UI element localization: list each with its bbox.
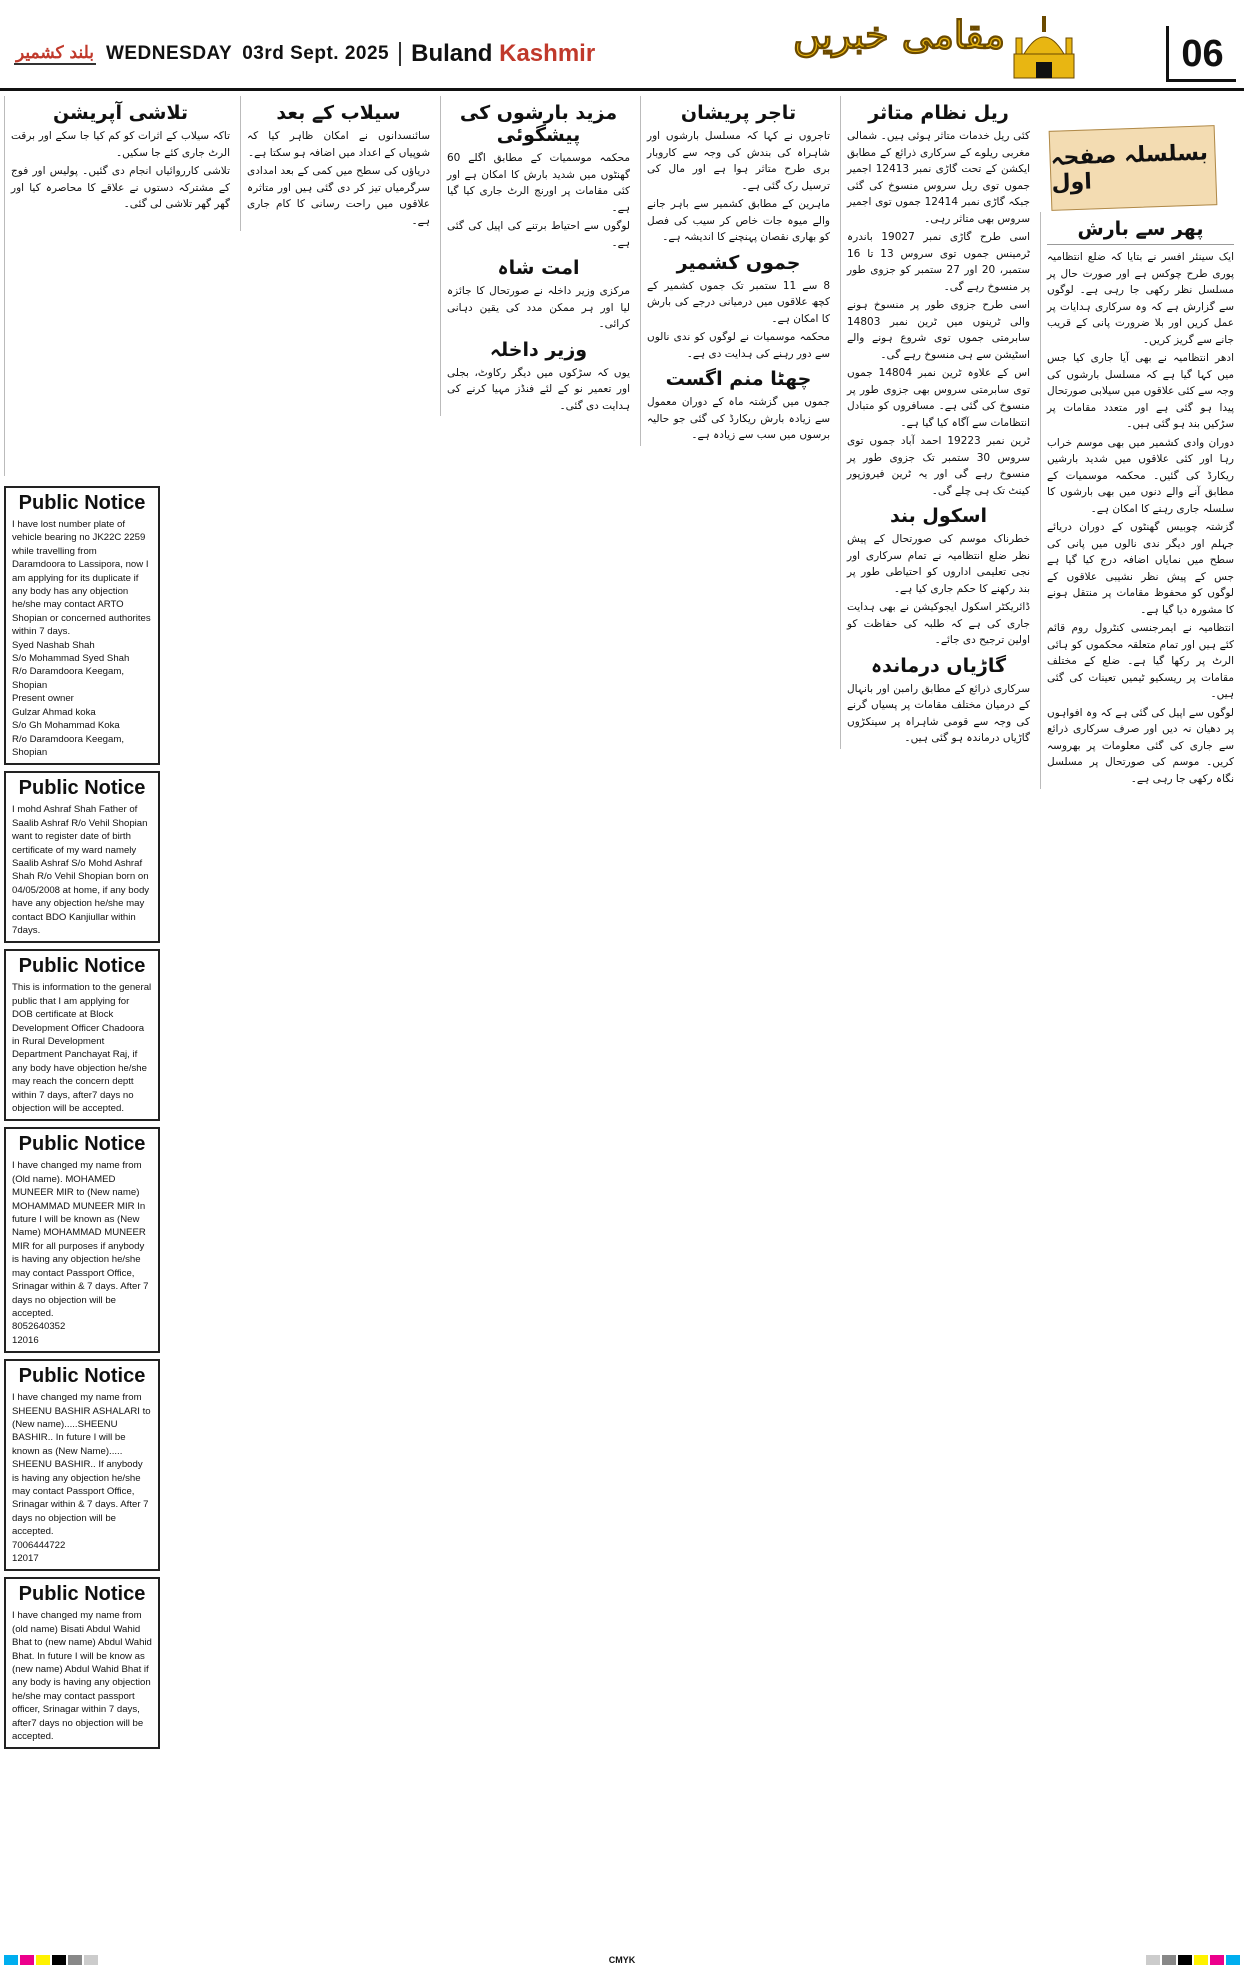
article-column-3 — [640, 96, 836, 446]
swatch — [68, 1955, 82, 1965]
notice-body — [12, 518, 152, 759]
paragraph: ٹرین نمبر 19223 احمد آباد جموں توی سروس 30 ستمبر تک جزوی طور پر منسوخ رہے گی اور یہ ٹرین فیروزپور کینٹ تک ہی چلے گی۔ — [847, 435, 1030, 497]
swatch — [52, 1955, 66, 1965]
color-swatches-right — [1146, 1955, 1240, 1965]
notice-line: 8052640352 — [12, 1321, 66, 1333]
paragraph: یوں کہ سڑکوں میں دیگر رکاوٹ، بجلی اور تعمیر نو کے لئے فنڈز مہیا کرنے کی ہدایت دی گئی۔ — [447, 366, 630, 412]
notice-body — [12, 981, 152, 1115]
paragraph: ڈائریکٹر اسکول ایجوکیشن نے بھی ہدایت جاری کی ہے کہ طلبہ کی حفاظت کو اولین ترجیح دی جائے۔ — [847, 601, 1030, 646]
notice-line: R/o Daramdoora Keegam, Shopian — [12, 666, 124, 691]
swatch — [1194, 1955, 1208, 1965]
paragraph: کئی ریل خدمات متاثر ہوئی ہیں۔ شمالی مغربی ریلوے کے سرکاری ذرائع کے مطابق ایکشن کے تحت گاڑی نمبر 12413 اجمیر جموں توی ریل سروس منسوخ کی گئی جبکہ گاڑی نمبر 12414 جموں توی اجمیر سروس بھی متاثر رہی۔ — [847, 130, 1030, 225]
notice-line: I have changed my name from SHEENU BASHIR ASHALARI to (New name).....SHEENU BASHIR.. In future I will be known as (New Name)..... SHEENU BASHIR.. If anybody is having any objection he/she may contact Passport Office, Srinagar within & 7 days. After 7 days no objection will be accepted. — [12, 1392, 151, 1538]
article-body — [447, 365, 630, 415]
article-headline: تاجر پریشان — [680, 102, 797, 124]
paragraph: مرکزی وزیر داخلہ نے صورتحال کا جائزہ لیا اور ہر ممکن مدد کی یقین دہانی کرائی۔ — [447, 285, 630, 330]
paragraph: دوران وادی کشمیر میں بھی موسم خراب رہا اور کئی علاقوں میں شدید بارشیں ریکارڈ کی گئیں۔ محکمہ موسمیات کے مطابق آنے والے دنوں میں بھی بارشوں کا سلسلہ جاری رہنے کا امکان ہے۔ — [1047, 436, 1234, 515]
notice-line: S/o Gh Mohammad Koka — [12, 720, 120, 732]
paragraph: خطرناک موسم کی صورتحال کے پیش نظر ضلع انتظامیہ نے تمام سرکاری اور نجی تعلیمی اداروں کو احتیاطی طور پر بند رکھنے کا حکم جاری کیا ہے۔ — [847, 533, 1030, 595]
notice-line: Syed Nashab Shah — [12, 639, 95, 651]
article-body — [1047, 249, 1234, 787]
paragraph: انتظامیہ نے ایمرجنسی کنٹرول روم قائم کئے ہیں اور تمام متعلقہ محکموں کو ہائی الرٹ پر رکھا گیا ہے۔ ضلع کے مختلف مقامات پر ریسکیو ٹیمیں تعینات کی گئی ہیں۔ — [1047, 622, 1234, 700]
article-headline: پھر سے بارش — [1077, 218, 1204, 240]
paragraph: سائنسدانوں نے امکان ظاہر کیا کہ شوپیاں کے اعداد میں اضافہ ہو سکتا ہے۔ — [247, 130, 430, 159]
paragraph: اس کے علاوہ ٹرین نمبر 14804 جموں توی سابرمتی سروس بھی جزوی طور پر منسوخ کی گئی ہے۔ مسافروں کو متبادل انتظامات سے آگاہ کیا گیا ہے۔ — [847, 367, 1030, 429]
notice-body — [12, 1159, 152, 1347]
article-column-1 — [1040, 212, 1240, 789]
swatch — [84, 1955, 98, 1965]
notice-line: 12016 — [12, 1334, 39, 1346]
notice-title: Public Notice — [18, 955, 146, 978]
notice-title: Public Notice — [18, 1583, 146, 1606]
article-body — [847, 531, 1030, 649]
article-headline: امت شاہ — [497, 257, 580, 279]
paragraph: جموں میں گزشتہ ماہ کے دوران معمول سے زیادہ بارش ریکارڈ کی گئی جو حالیہ برسوں میں سب سے زیادہ ہے۔ — [647, 396, 830, 441]
section-banner — [700, 4, 1170, 84]
swatch — [1210, 1955, 1224, 1965]
article-body — [847, 681, 1030, 747]
notice-line: Present owner — [12, 693, 74, 705]
paragraph: اسی طرح گاڑی نمبر 19027 باندرہ ٹرمینس جموں توی سروس 13 تا 16 ستمبر، 20 اور 27 ستمبر کو جزوی طور پر منسوخ رہے گی۔ — [847, 231, 1031, 293]
notice-body — [12, 1391, 152, 1565]
mosque-dome-icon — [1010, 14, 1078, 80]
publication-name-first: Buland — [411, 40, 493, 67]
notice-line: 7006444722 — [12, 1539, 66, 1551]
mini-logo: بلند کشمیر — [16, 43, 94, 63]
paragraph: تلاشی کارروائیاں انجام دی گئیں۔ پولیس اور فوج کے مشترکہ دستوں نے علاقے کا محاصرہ کیا اور گھر گھر تلاشی لی گئی۔ — [11, 165, 230, 210]
article-headline: مزید بارشوں کی پیشگوئی — [459, 102, 618, 146]
article-headline: تلاشی آپریشن — [52, 102, 189, 124]
paragraph: تاکہ سیلاب کے اثرات کو کم کیا جا سکے اور برقت الرٹ جاری کئے جا سکیں۔ — [11, 130, 230, 159]
public-notice — [4, 1359, 160, 1571]
paragraph: سرکاری ذرائع کے مطابق رامبن اور بانہال کے درمیان مختلف مقامات پر پسیاں گرنے کی وجہ سے قومی شاہراہ پر سینکڑوں گاڑیاں درماندہ ہو گئی ہیں۔ — [847, 682, 1030, 744]
page-header — [0, 0, 1244, 92]
public-notice — [4, 1577, 160, 1749]
notice-title: Public Notice — [18, 1133, 146, 1156]
article-headline: جموں کشمیر — [676, 251, 801, 274]
article-body — [847, 128, 1030, 499]
notice-line: 12017 — [12, 1553, 39, 1564]
color-swatches-left — [4, 1955, 98, 1965]
article-column-2 — [840, 96, 1036, 749]
public-notice — [4, 771, 160, 943]
article-body — [647, 394, 830, 444]
continued-label: بسلسلہ صفحہ اول — [1050, 140, 1209, 196]
divider — [1047, 244, 1234, 245]
notice-line: Gulzar Ahmad koka — [12, 706, 96, 718]
notice-body — [12, 803, 152, 937]
public-notice — [4, 949, 160, 1121]
paragraph: 8 سے 11 ستمبر تک جموں کشمیر کے کچھ علاقوں میں درمیانی درجے کی بارش کا امکان ہے۔ — [647, 279, 830, 325]
notice-line: S/o Mohammad Syed Shah — [12, 653, 130, 665]
paragraph: گزشتہ چوبیس گھنٹوں کے دوران دریائے جہلم اور دیگر ندی نالوں میں پانی کی سطح میں نمایاں اضافہ درج کیا گیا ہے جس کے پیش نظر نشیبی علاقوں کے لوگوں کو محفوظ مقامات پر منتقل ہونے کا مشورہ دیا گیا ہے۔ — [1047, 521, 1234, 616]
paragraph: محکمہ موسمیات نے لوگوں کو ندی نالوں سے دور رہنے کی ہدایت دی ہے۔ — [647, 331, 830, 360]
notice-line: I have changed my name from (old name) Bisati Abdul Wahid Bhat to (new name) Abdul Wahid Bhat. In future I will be know as (new name) Abdul Wahid Bhat if any body is having any objection he/she may contact passport officer, Srinagar within 7 days, after7 days no objection will be accepted. — [12, 1610, 152, 1743]
article-body — [647, 128, 830, 246]
swatch — [1178, 1955, 1192, 1965]
article-column-5 — [240, 96, 436, 231]
article-headline: وزیر داخلہ — [489, 338, 588, 361]
swatch — [20, 1955, 34, 1965]
public-notices — [4, 486, 160, 1755]
article-headline: اسکول بند — [889, 505, 988, 527]
article-headline: ریل نظام متاثر — [868, 102, 1009, 124]
article-column-6 — [4, 96, 236, 476]
notice-title: Public Notice — [18, 1365, 146, 1388]
publication-name — [411, 40, 595, 68]
notice-line: R/o Daramdoora Keegam, Shopian — [12, 733, 124, 758]
section-title: مقامی خبریں — [793, 12, 1005, 57]
cmyk-label: CMYK — [608, 1955, 636, 1965]
article-body — [447, 150, 630, 251]
print-color-strip — [0, 1948, 1244, 1972]
notice-line: I mohd Ashraf Shah Father of Saalib Ashraf R/o Vehil Shopian want to register date of birth certificate of my ward namely Saalib Ashraf S/o Mohd Ashraf Shah R/o Vehil Shopian born on 04/05/2008 at home, if any body have any objection he/she may contact BDO Kanjiullar within 7days. — [12, 804, 150, 936]
publication-name-second: Kashmir — [499, 40, 596, 67]
article-body — [447, 283, 630, 333]
paragraph: ادھر انتظامیہ نے بھی آیا جاری کیا جس میں کہا گیا ہے کہ مسلسل بارشوں کی وجہ سے کئی علاقوں میں سیلابی صورتحال پیدا ہو گئی ہے اور متعدد مقامات پر سڑکیں بند ہو گئی ہیں۔ — [1047, 352, 1234, 430]
article-column-4 — [440, 96, 636, 416]
article-headline: چھٹا منم اگست — [665, 368, 812, 390]
swatch — [1226, 1955, 1240, 1965]
masthead — [14, 40, 595, 68]
notice-line: I have changed my name from (Old name). MOHAMED MUNEER MIR to (New name) MOHAMMAD MUNEER MIR In future I will be known as (New Name) MOHAMMAD MUNEER MIR for all purposes if anybody is having any objection he/she may contact Passport Office, Srinagar within & 7 days. After 7 days no objection will be accepted. — [12, 1160, 149, 1319]
page-number: 06 — [1166, 26, 1236, 82]
paragraph: لوگوں سے احتیاط برتنے کی اپیل کی گئی ہے۔ — [447, 220, 630, 249]
continued-from-front-page-box — [1049, 125, 1218, 211]
notice-title: Public Notice — [18, 492, 146, 514]
paragraph: محکمہ موسمیات کے مطابق اگلے 60 گھنٹوں میں شدید بارش کا امکان ہے اور کئی مقامات پر اورنج الرٹ جاری کیا گیا ہے۔ — [447, 152, 630, 214]
swatch — [4, 1955, 18, 1965]
swatch — [36, 1955, 50, 1965]
public-notice — [4, 1127, 160, 1353]
paragraph: تاجروں نے کہا کہ مسلسل بارشوں اور شاہراہ کی بندش کی وجہ سے کاروبار بری طرح متاثر ہوا ہے اور مال کی ترسیل رک گئی ہے۔ — [647, 130, 830, 192]
paragraph: ماہرین کے مطابق کشمیر سے باہر جانے والے میوہ جات خاص کر سیب کی فصل کو بھاری نقصان پہنچنے کا اندیشہ ہے۔ — [647, 198, 830, 243]
paragraph: ایک سینئر افسر نے بتایا کہ ضلع انتظامیہ پوری طرح چوکس ہے اور صورت حال پر مسلسل نظر رکھی جا رہی ہے۔ لوگوں سے گزارش ہے کہ وہ سرکاری ہدایات پر عمل کریں اور بلا ضرورت پانی کے قریب جانے سے گریز کریں۔ — [1047, 251, 1234, 346]
public-notice — [4, 486, 160, 765]
article-body — [247, 128, 430, 229]
swatch — [1162, 1955, 1176, 1965]
article-headline: سیلاب کے بعد — [276, 102, 401, 124]
notice-body — [12, 1609, 152, 1743]
article-headline: گاڑیاں درماندہ — [870, 654, 1007, 677]
issue-date: 03rd Sept. 2025 — [242, 43, 390, 64]
paragraph: اسی طرح جزوی طور پر منسوخ ہونے والی ٹرینوں میں ٹرین نمبر 14803 سابرمتی جموں توی شروع ہونے والے اسٹیشن سے ہی منسوخ رہے گی۔ — [847, 299, 1030, 361]
paragraph: دریاؤں کی سطح میں کمی کے بعد امدادی سرگرمیاں تیز کر دی گئی ہیں اور متاثرہ علاقوں میں راحت رسانی کا کام جاری ہے۔ — [247, 165, 430, 227]
article-body — [647, 278, 830, 363]
article-body — [11, 128, 230, 213]
weekday: WEDNESDAY — [105, 43, 233, 64]
paragraph: لوگوں سے اپیل کی گئی ہے کہ وہ افواہوں پر دھیان نہ دیں اور صرف سرکاری ذرائع سے جاری کی گئی معلومات پر بھروسہ کریں۔ موسم کی صورتحال پر مسلسل نگاہ رکھی جا رہی ہے۔ — [1047, 706, 1234, 785]
swatch — [1146, 1955, 1160, 1965]
notice-title: Public Notice — [18, 777, 146, 800]
notice-line: I have lost number plate of vehicle bearing no JK22C 2259 while travelling from Daramdoora to Lassipora, now I am applying for its duplicate if any body has any objection he/she may contact ARTO Shopian or concerned authorites within 7 days. — [12, 519, 151, 638]
header-rule — [0, 88, 1244, 91]
header-separator — [399, 42, 401, 66]
notice-line: This is information to the general public that I am applying for DOB certificate at Block Development Officer Chadoora in Rural Development Department Panchayat Raj, if any body have objection he/she may reach the concern deptt within 7 days, after7 days no objection will be accepted. — [12, 982, 152, 1115]
